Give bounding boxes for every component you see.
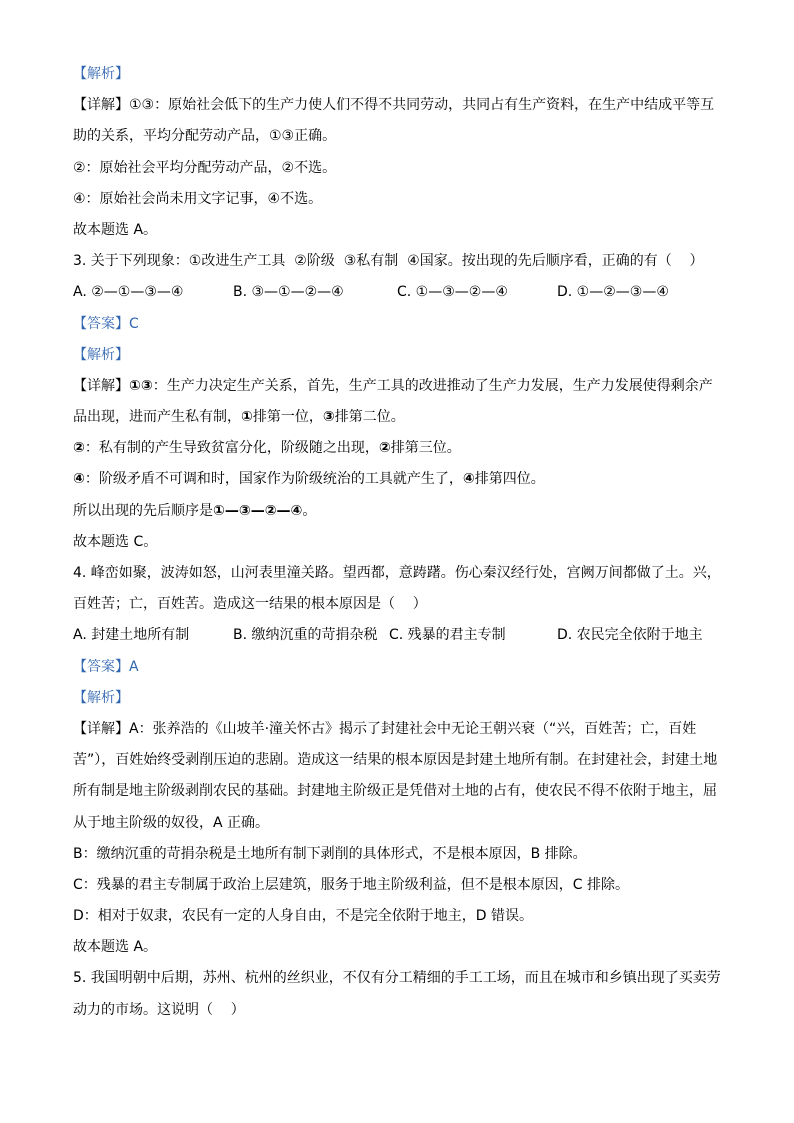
q5-section xyxy=(73,963,734,1025)
q4-detail-line-1: 【详解】A：张养浩的《山坡羊·潼关怀古》揭示了封建社会中无论王朝兴衰（“兴，百姓苦；亡，百姓 xyxy=(73,720,697,737)
detail-text: 排第二位。 xyxy=(334,409,405,426)
q3-option-d: D. ①—②—③—④ xyxy=(557,284,669,301)
q4-detail-line-6: C：残暴的君主专制属于政治上层建筑，服务于地主阶级利益，但不是根本原因，C 排除。 xyxy=(73,876,629,893)
q3-options xyxy=(73,277,734,308)
detail-text: 品出现，进而产生私有制， xyxy=(73,409,241,426)
detail-text: 排第一位， xyxy=(252,409,323,426)
q4-option-b: B. 缴纳沉重的苛捐杂税 xyxy=(233,627,378,644)
bold-marker: ①—③—②—④ xyxy=(213,502,303,519)
q3-conclusion: 故本题选 C。 xyxy=(73,533,158,550)
bold-marker: ② xyxy=(378,440,391,457)
q4-conclusion: 故本题选 A。 xyxy=(73,939,158,956)
q3-section xyxy=(73,246,734,558)
q3-answer-label: 【答案】C xyxy=(73,315,139,332)
bold-marker: ①③ xyxy=(129,377,153,394)
q4-option-a: A. 封建土地所有制 xyxy=(73,627,190,644)
q2-analysis-section xyxy=(73,59,734,246)
q4-detail-line-4: 从于地主阶级的奴役，A 正确。 xyxy=(73,814,270,831)
q4-analysis-label: 【解析】 xyxy=(73,689,129,706)
q4-section xyxy=(73,558,734,963)
q2-detail-line-2: 助的关系，平均分配劳动产品，①③正确。 xyxy=(73,128,337,145)
q4-option-d: D. 农民完全依附于地主 xyxy=(557,627,703,644)
q4-detail-line-7: D：相对于奴隶，农民有一定的人身自由，不是完全依附于地主，D 错误。 xyxy=(73,908,534,925)
detail-text: 。 xyxy=(302,502,317,519)
q3-detail-line-4 xyxy=(73,464,734,495)
q4-stem-line-2: 百姓苦；亡，百姓苦。造成这一结果的根本原因是（ ） xyxy=(73,596,427,613)
q4-options xyxy=(73,620,734,651)
detail-prefix: 【详解】 xyxy=(73,377,129,394)
q2-analysis-label: 【解析】 xyxy=(73,66,129,82)
bold-marker: ④ xyxy=(73,471,85,488)
q4-option-c: C. 残暴的君主专制 xyxy=(389,627,506,644)
detail-text: 排第三位。 xyxy=(390,440,461,457)
q4-detail-line-3: 所有制是地主阶级剥削农民的基础。封建地主阶级正是凭借对土地的占有，使农民不得不依附于地主，屈 xyxy=(73,783,717,800)
q3-detail-line-2 xyxy=(73,402,734,433)
detail-text: ：私有制的产生导致贫富分化，阶级随之出现， xyxy=(84,440,379,457)
q2-detail-line-1: 【详解】①③：原始社会低下的生产力使人们不得不共同劳动，共同占有生产资料，在生产中结成平等互 xyxy=(73,97,715,114)
q4-answer-label: 【答案】A xyxy=(73,658,139,675)
bold-marker: ④ xyxy=(462,471,475,488)
q3-stem: 3. 关于下列现象：①改进生产工具 ②阶级 ③私有制 ④国家。按出现的先后顺序看，正确的有（ ） xyxy=(73,253,704,270)
q2-detail-line-4: ④：原始社会尚未用文字记事，④不选。 xyxy=(73,190,323,207)
detail-text: ：阶级矛盾不可调和时，国家作为阶级统治的工具就产生了， xyxy=(84,471,463,488)
q2-conclusion: 故本题选 A。 xyxy=(73,221,158,238)
q3-option-b: B. ③—①—②—④ xyxy=(233,284,344,301)
q4-detail-line-2: 苦”），百姓始终受剥削压迫的悲剧。造成这一结果的根本原因是封建土地所有制。在封建社会，封建土地 xyxy=(73,752,718,769)
q3-analysis-label: 【解析】 xyxy=(73,346,129,363)
q5-stem-line-1: 5. 我国明朝中后期，苏州、杭州的丝织业，不仅有分工精细的手工工场，而且在城市和乡镇出现了买卖劳 xyxy=(73,970,721,987)
detail-text: ：生产力决定生产关系，首先，生产工具的改进推动了生产力发展，生产力发展使得剩余产 xyxy=(152,377,713,394)
detail-text: 所以出现的先后顺序是 xyxy=(73,502,213,519)
q5-stem-line-2: 动力的市场。这说明（ ） xyxy=(73,1001,245,1018)
bold-marker: ① xyxy=(241,409,253,426)
q4-stem-line-1: 4. 峰峦如聚，波涛如怒，山河表里潼关路。望西都，意踌躇。伤心秦汉经行处，宫阙万间都做了土。兴， xyxy=(73,565,721,581)
q3-option-a: A. ②—①—③—④ xyxy=(73,284,184,301)
detail-text: 排第四位。 xyxy=(474,471,545,488)
q3-detail-line-3 xyxy=(73,433,734,464)
bold-marker: ③ xyxy=(322,409,335,426)
q3-detail-line-1 xyxy=(73,371,734,402)
q4-detail-line-5: B：缴纳沉重的苛捐杂税是土地所有制下剥削的具体形式，不是根本原因，B 排除。 xyxy=(73,845,587,862)
q3-option-c: C. ①—③—②—④ xyxy=(397,284,508,301)
q2-detail-line-3: ②：原始社会平均分配劳动产品，②不选。 xyxy=(73,159,337,176)
q3-detail-line-5 xyxy=(73,496,734,527)
bold-marker: ② xyxy=(73,440,85,457)
